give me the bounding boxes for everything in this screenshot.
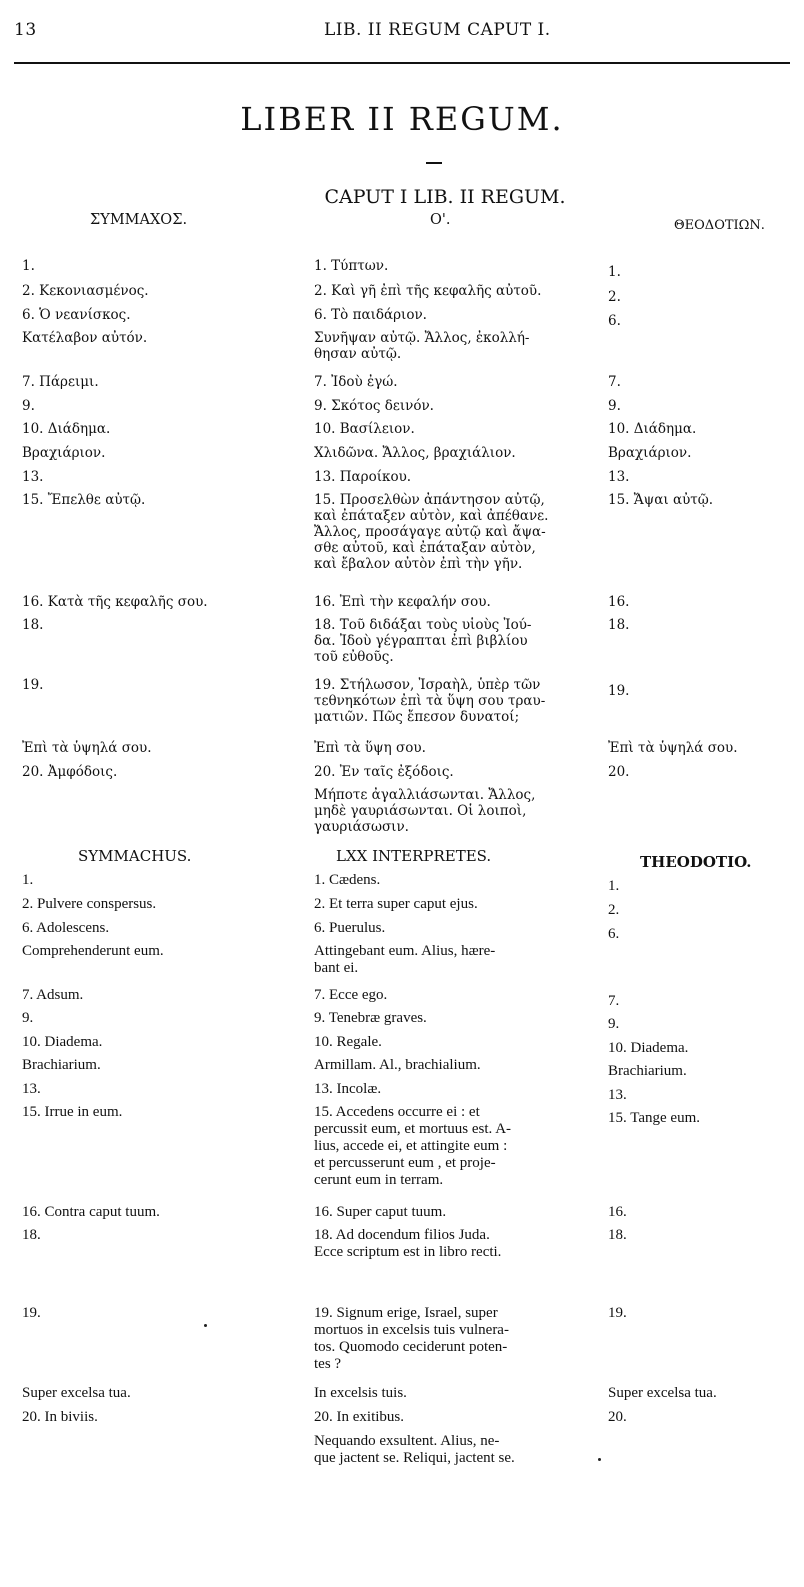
latin-left-line: 9. — [22, 1010, 34, 1026]
latin-right-line: 1. — [608, 878, 620, 894]
latin-center-entry — [314, 1409, 404, 1426]
latin-left-entry — [22, 1010, 33, 1027]
latin-right-entry — [608, 1204, 627, 1221]
latin-left-line: Super excelsa tua. — [22, 1385, 131, 1401]
latin-symmachus-header: SYMMACHUS. — [78, 847, 192, 865]
latin-center-entry — [314, 943, 495, 977]
latin-left-line: 19. — [22, 1305, 41, 1321]
greek-right-entry — [608, 264, 621, 280]
print-speck — [598, 1458, 601, 1461]
greek-center-entry — [314, 421, 415, 437]
latin-center-line: tes ? — [314, 1356, 342, 1372]
latin-left-line: 10. Diadema. — [22, 1034, 103, 1050]
latin-center-entry — [314, 1104, 511, 1189]
greek-center-line: 6. Τὸ παιδάριον. — [314, 307, 427, 323]
latin-right-entry — [608, 926, 619, 943]
greek-center-line: θησαν αὐτῷ. — [314, 346, 402, 362]
greek-lxx-header: Ο'. — [430, 212, 451, 228]
latin-center-entry — [314, 1081, 381, 1098]
greek-center-line: 13. Παροίκου. — [314, 469, 412, 485]
greek-left-entry — [22, 374, 99, 390]
greek-right-entry — [608, 469, 629, 485]
latin-right-line: 7. — [608, 993, 620, 1009]
header-rule — [14, 62, 790, 64]
latin-left-entry — [22, 1385, 131, 1402]
latin-right-entry — [608, 1305, 627, 1322]
latin-right-line: 15. Tange eum. — [608, 1110, 700, 1126]
greek-center-line: 2. Καὶ γῆ ἐπὶ τῆς κεφαλῆς αὐτοῦ. — [314, 283, 542, 299]
latin-center-entry — [314, 1227, 501, 1261]
greek-left-entry — [22, 330, 147, 346]
greek-right-line: 15. Ἄψαι αὐτῷ. — [608, 492, 714, 508]
greek-center-entry — [314, 283, 541, 299]
greek-right-entry — [608, 289, 621, 305]
greek-center-entry — [314, 330, 530, 362]
greek-left-entry — [22, 492, 145, 508]
latin-center-line: 20. In exitibus. — [314, 1409, 404, 1425]
greek-left-entry — [22, 764, 117, 780]
greek-center-entry — [314, 787, 535, 835]
greek-right-line: 20. — [608, 764, 630, 780]
greek-left-line: Κατέλαβον αὐτόν. — [22, 330, 148, 346]
greek-right-line: Ἐπὶ τὰ ὑψηλά σου. — [608, 740, 738, 756]
greek-right-line: 18. — [608, 617, 630, 633]
latin-right-line: 19. — [608, 1305, 627, 1321]
latin-right-line: Super excelsa tua. — [608, 1385, 717, 1401]
latin-center-line: Armillam. Al., brachialium. — [314, 1057, 481, 1073]
greek-right-line: 9. — [608, 398, 621, 414]
greek-left-line: 7. Πάρειμι. — [22, 374, 99, 390]
greek-right-line: 7. — [608, 374, 621, 390]
latin-center-line: 2. Et terra super caput ejus. — [314, 896, 478, 912]
greek-right-line: 2. — [608, 289, 621, 305]
latin-center-entry — [314, 1204, 446, 1221]
running-head: LIB. II REGUM CAPUT I. — [324, 20, 551, 40]
greek-left-entry — [22, 398, 35, 414]
greek-left-entry — [22, 421, 110, 437]
latin-center-line: 9. Tenebræ graves. — [314, 1010, 427, 1026]
print-speck — [204, 1324, 207, 1327]
latin-right-entry — [608, 1087, 627, 1104]
latin-left-entry — [22, 1057, 101, 1074]
latin-right-entry — [608, 1409, 627, 1426]
latin-center-line: que jactent se. Reliqui, jactent se. — [314, 1450, 515, 1466]
chapter-title: CAPUT I LIB. II REGUM. — [324, 186, 566, 208]
latin-center-line: 16. Super caput tuum. — [314, 1204, 447, 1220]
greek-left-line: 10. Διάδημα. — [22, 421, 111, 437]
greek-right-entry — [608, 421, 696, 437]
latin-center-line: Nequando exsultent. Alius, ne- — [314, 1433, 500, 1449]
greek-center-line: γαυριάσωσιν. — [314, 819, 409, 835]
greek-right-entry — [608, 492, 713, 508]
latin-center-entry — [314, 987, 387, 1004]
latin-center-line: 18. Ad docendum filios Juda. — [314, 1227, 490, 1243]
greek-left-line: 19. — [22, 677, 44, 693]
greek-center-line: σθε αὐτοῦ, καὶ ἐπάταξαν αὐτὸν, — [314, 540, 536, 556]
greek-center-line: 20. Ἐν ταῖς ἐξόδοις. — [314, 764, 454, 780]
latin-center-line: tos. Quomodo ceciderunt poten- — [314, 1339, 508, 1355]
latin-center-entry — [314, 1433, 515, 1467]
greek-center-line: 10. Βασίλειον. — [314, 421, 415, 437]
latin-center-line: Ecce scriptum est in libro recti. — [314, 1244, 502, 1260]
latin-center-line: cerunt eum in terram. — [314, 1172, 444, 1188]
greek-center-entry — [314, 617, 531, 665]
latin-right-line: 2. — [608, 902, 620, 918]
latin-center-line: 7. Ecce ego. — [314, 987, 388, 1003]
greek-left-line: 16. Κατὰ τῆς κεφαλῆς σου. — [22, 594, 208, 610]
latin-right-line: 20. — [608, 1409, 627, 1425]
latin-left-line: 18. — [22, 1227, 41, 1243]
latin-center-line: 15. Accedens occurre ei : et — [314, 1104, 480, 1120]
greek-left-entry — [22, 307, 131, 323]
greek-center-line: μηδὲ γαυριάσωνται. Οἱ λοιποὶ, — [314, 803, 527, 819]
greek-right-line: 6. — [608, 313, 621, 329]
greek-center-entry — [314, 594, 491, 610]
greek-center-entry — [314, 258, 388, 274]
greek-right-entry — [608, 445, 691, 461]
latin-left-entry — [22, 1081, 41, 1098]
latin-left-line: Brachiarium. — [22, 1057, 101, 1073]
greek-center-line: 7. Ἰδοὺ ἐγώ. — [314, 374, 398, 390]
latin-center-line: lius, accede ei, et attingite eum : — [314, 1138, 508, 1154]
latin-right-entry — [608, 1385, 717, 1402]
latin-right-line: 9. — [608, 1016, 620, 1032]
greek-left-entry — [22, 445, 105, 461]
latin-left-line: 16. Contra caput tuum. — [22, 1204, 160, 1220]
greek-center-entry — [314, 492, 548, 572]
latin-right-entry — [608, 1016, 619, 1033]
greek-center-entry — [314, 374, 398, 390]
latin-center-entry — [314, 1010, 427, 1027]
greek-center-line: καὶ ἐπάταξεν αὐτὸν, καὶ ἀπέθανε. — [314, 508, 549, 524]
greek-center-line: 19. Στήλωσον, Ἰσραὴλ, ὑπὲρ τῶν — [314, 677, 541, 693]
latin-left-entry — [22, 943, 164, 960]
latin-left-entry — [22, 1305, 41, 1322]
latin-center-line: 10. Regale. — [314, 1034, 382, 1050]
greek-center-entry — [314, 677, 545, 725]
greek-right-line: 1. — [608, 264, 621, 280]
greek-center-entry — [314, 740, 426, 756]
greek-center-line: τεθνηκότων ἐπὶ τὰ ὕψη σου τραυ- — [314, 693, 546, 709]
latin-left-line: 1. — [22, 872, 34, 888]
latin-center-line: percussit eum, et mortuus est. A- — [314, 1121, 512, 1137]
greek-center-line: τοῦ εὐθοῦς. — [314, 649, 394, 665]
latin-left-line: Comprehenderunt eum. — [22, 943, 164, 959]
latin-center-line: 19. Signum erige, Israel, super — [314, 1305, 498, 1321]
latin-center-line: 13. Incolæ. — [314, 1081, 382, 1097]
latin-center-entry — [314, 1034, 382, 1051]
latin-right-entry — [608, 1063, 687, 1080]
greek-right-entry — [608, 740, 738, 756]
latin-left-entry — [22, 1034, 102, 1051]
greek-left-line: 9. — [22, 398, 35, 414]
latin-left-line: 6. Adolescens. — [22, 920, 110, 936]
latin-right-line: 13. — [608, 1087, 627, 1103]
latin-center-entry — [314, 1305, 509, 1373]
latin-left-line: 2. Pulvere conspersus. — [22, 896, 157, 912]
greek-center-line: Ἄλλος, προσάγαγε αὐτῷ καὶ ἄψα- — [314, 524, 546, 540]
greek-left-line: 1. — [22, 258, 35, 274]
greek-theodotion-header: ΘΕΟΔΟΤΙΩΝ. — [674, 218, 765, 233]
greek-right-entry — [608, 313, 621, 329]
greek-center-line: Μήποτε ἀγαλλιάσωνται. Ἄλλος, — [314, 787, 536, 803]
greek-center-line: Χλιδῶνα. Ἄλλος, βραχιάλιον. — [314, 445, 516, 461]
greek-symmachus-header: ΣΥΜΜΑΧΟΣ. — [90, 212, 188, 228]
greek-center-entry — [314, 469, 411, 485]
greek-left-entry — [22, 258, 35, 274]
latin-lxx-header: LXX INTERPRETES. — [336, 847, 492, 865]
latin-left-line: 20. In biviis. — [22, 1409, 98, 1425]
greek-left-line: 20. Ἀμφόδοις. — [22, 764, 118, 780]
latin-center-entry — [314, 1385, 407, 1402]
greek-center-entry — [314, 445, 516, 461]
greek-right-entry — [608, 764, 629, 780]
greek-right-line: 19. — [608, 683, 630, 699]
greek-left-entry — [22, 677, 43, 693]
latin-center-line: et percusserunt eum , et proje- — [314, 1155, 496, 1171]
latin-right-entry — [608, 1227, 627, 1244]
latin-center-line: Attingebant eum. Alius, hære- — [314, 943, 496, 959]
latin-center-line: 1. Cædens. — [314, 872, 381, 888]
greek-center-line: 16. Ἐπὶ τὴν κεφαλήν σου. — [314, 594, 491, 610]
greek-center-line: δα. Ἰδοὺ γέγραπται ἐπὶ βιβλίου — [314, 633, 528, 649]
latin-center-entry — [314, 1057, 481, 1074]
latin-right-entry — [608, 878, 619, 895]
latin-left-line: 13. — [22, 1081, 41, 1097]
greek-right-line: Βραχιάριον. — [608, 445, 692, 461]
greek-left-line: 15. Ἔπελθε αὐτῷ. — [22, 492, 146, 508]
greek-center-entry — [314, 307, 427, 323]
greek-center-entry — [314, 398, 434, 414]
greek-left-line: 6. Ὁ νεανίσκος. — [22, 307, 131, 323]
latin-center-entry — [314, 872, 380, 889]
latin-center-entry — [314, 896, 478, 913]
latin-right-entry — [608, 1110, 700, 1127]
greek-right-line: 13. — [608, 469, 630, 485]
greek-center-entry — [314, 764, 454, 780]
greek-center-line: ματιῶν. Πῶς ἔπεσον δυνατοί; — [314, 709, 520, 725]
greek-right-line: 10. Διάδημα. — [608, 421, 697, 437]
greek-right-entry — [608, 617, 629, 633]
latin-center-line: 6. Puerulus. — [314, 920, 386, 936]
greek-center-line: 9. Σκότος δεινόν. — [314, 398, 434, 414]
greek-left-line: Ἐπὶ τὰ ὑψηλά σου. — [22, 740, 152, 756]
latin-right-line: Brachiarium. — [608, 1063, 687, 1079]
greek-right-entry — [608, 683, 629, 699]
latin-right-line: 6. — [608, 926, 620, 942]
latin-left-entry — [22, 896, 156, 913]
latin-left-entry — [22, 987, 83, 1004]
latin-right-line: 16. — [608, 1204, 627, 1220]
latin-left-entry — [22, 1104, 122, 1121]
greek-center-line: 1. Τύπτων. — [314, 258, 389, 274]
greek-left-line: Βραχιάριον. — [22, 445, 106, 461]
greek-right-line: 16. — [608, 594, 630, 610]
book-title: LIBER II REGUM. — [240, 100, 564, 138]
latin-left-line: 15. Irrue in eum. — [22, 1104, 123, 1120]
latin-center-line: In excelsis tuis. — [314, 1385, 407, 1401]
greek-left-entry — [22, 283, 149, 299]
latin-left-line: 7. Adsum. — [22, 987, 84, 1003]
greek-right-entry — [608, 594, 629, 610]
greek-left-line: 18. — [22, 617, 44, 633]
greek-center-line: 18. Τοῦ διδάξαι τοὺς υἱοὺς Ἰού- — [314, 617, 532, 633]
latin-right-entry — [608, 993, 619, 1010]
latin-right-entry — [608, 902, 619, 919]
latin-right-line: 10. Diadema. — [608, 1040, 689, 1056]
latin-left-entry — [22, 872, 33, 889]
latin-center-entry — [314, 920, 385, 937]
latin-center-line: bant ei. — [314, 960, 359, 976]
page-number: 13 — [14, 20, 37, 40]
latin-left-entry — [22, 1409, 98, 1426]
greek-center-line: Ἐπὶ τὰ ὕψη σου. — [314, 740, 426, 756]
greek-left-entry — [22, 469, 43, 485]
greek-center-line: καὶ ἔβαλον αὐτὸν ἐπὶ τὴν γῆν. — [314, 556, 523, 572]
greek-right-entry — [608, 374, 621, 390]
greek-center-line: Συνῆψαν αὐτῷ. Ἄλλος, ἐκολλή- — [314, 330, 530, 346]
greek-left-entry — [22, 740, 152, 756]
latin-left-entry — [22, 920, 109, 937]
greek-left-entry — [22, 594, 208, 610]
greek-center-line: 15. Προσελθὼν ἀπάντησον αὐτῷ, — [314, 492, 545, 508]
greek-left-line: 13. — [22, 469, 44, 485]
latin-theodotio-header: THEODOTIO. — [640, 853, 752, 871]
latin-center-line: mortuos in excelsis tuis vulnera- — [314, 1322, 509, 1338]
latin-right-entry — [608, 1040, 688, 1057]
title-dash — [426, 162, 442, 164]
latin-right-line: 18. — [608, 1227, 627, 1243]
greek-right-entry — [608, 398, 621, 414]
greek-left-entry — [22, 617, 43, 633]
greek-left-line: 2. Κεκονιασμένος. — [22, 283, 149, 299]
latin-left-entry — [22, 1204, 160, 1221]
latin-left-entry — [22, 1227, 41, 1244]
